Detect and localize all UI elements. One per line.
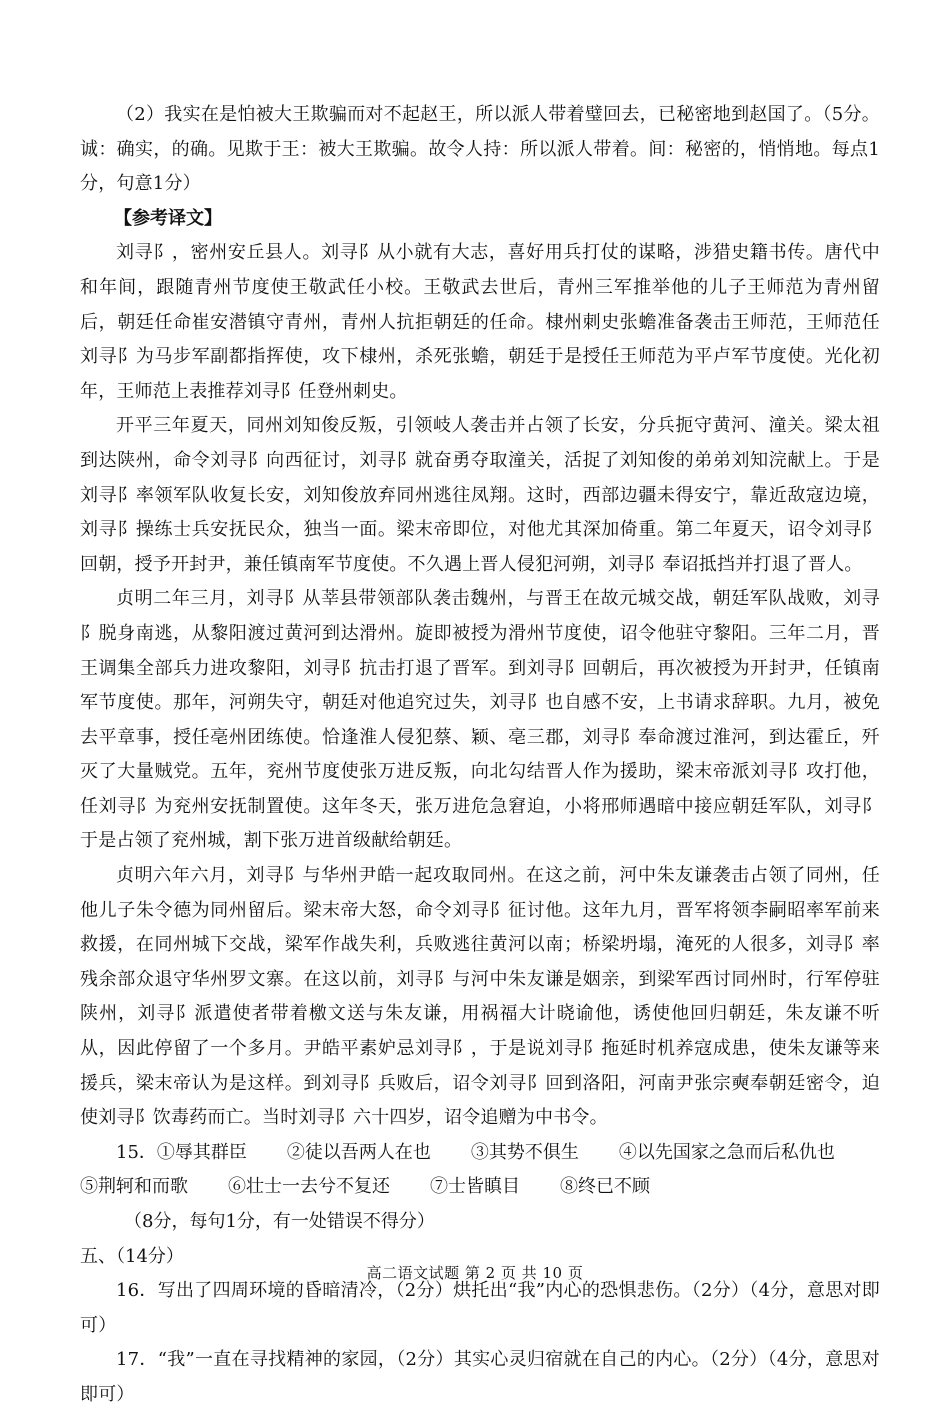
page-footer: 高二语文试题 第 2 页 共 10 页 xyxy=(366,1264,584,1282)
q17-answer: 17．“我”一直在寻找精神的家园，（2分）其实心灵归宿就在自己的内心。（2分）（4分，意思对即可） xyxy=(80,1349,880,1405)
q15-item: ⑤荆轲和而歌 xyxy=(80,1176,188,1198)
q16-answer: 16．写出了四周环境的昏暗清冷，（2分）烘托出“我”内心的恐惧悲伤。（2分）（4分，意思对即可） xyxy=(80,1280,880,1336)
q15-item: ③其势不俱生 xyxy=(470,1141,579,1163)
q15-answer-line-1 xyxy=(80,1136,880,1171)
section-5-heading: 五、（14分） xyxy=(80,1245,184,1267)
translation-paragraph: 贞明六年六月，刘寻阝与华州尹皓一起攻取同州。在这之前，河中朱友谦袭击占领了同州，任他儿子朱令德为同州留后。梁末帝大怒，命令刘寻阝征讨他。这年九月，晋军将领李嗣昭率军前来救援，在同州城下交战，梁军作战失利，兵败逃往黄河以南；桥梁坍塌，淹死的人很多，刘寻阝率残余部众退守华州罗文寨。在这以前，刘寻阝与河中朱友谦是姻亲，到梁军西讨同州时，行军停驻陕州，刘寻阝派遣使者带着檄文送与朱友谦，用祸福大计晓谕他，诱使他回归朝廷，朱友谦不听从，因此停留了一个多月。尹皓平素妒忌刘寻阝，于是说刘寻阝拖延时机养寇成患，使朱友谦等来援兵，梁末帝认为是这样。到刘寻阝兵败后，诏令刘寻阝回到洛阳，河南尹张宗奭奉朝廷密令，迫使刘寻阝饮毒药而亡。当时刘寻阝六十四岁，诏令追赠为中书令。 xyxy=(80,865,880,1129)
translation-paragraph: 刘寻阝，密州安丘县人。刘寻阝从小就有大志，喜好用兵打仗的谋略，涉猎史籍书传。唐代中和年间，跟随青州节度使王敬武任小校。王敬武去世后，青州三军推举他的儿子王师范为青州留后，朝廷任命崔安潜镇守青州，青州人抗拒朝廷的任命。棣州刺史张蟾准备袭击王师范，王师范任刘寻阝为马步军副都指挥使，攻下棣州，杀死张蟾，朝廷于是授任王师范为平卢军节度使。光化初年，王师范上表推荐刘寻阝任登州刺史。 xyxy=(80,242,880,402)
q15-item: ⑧终已不顾 xyxy=(560,1176,650,1198)
answer-2-paragraph: （2）我实在是怕被大王欺骗而对不起赵王，所以派人带着璧回去，已秘密地到赵国了。（5分。诚：确实，的确。见欺于王：被大王欺骗。故令人持：所以派人带着。间：秘密的，悄悄地。每点1分，句意1分） xyxy=(80,104,880,195)
q15-scoring-note: （8分，每句1分，有一处错误不得分） xyxy=(124,1211,435,1232)
translation-paragraph: 开平三年夏天，同州刘知俊反叛，引领岐人袭击并占领了长安，分兵扼守黄河、潼关。梁太祖到达陕州，命令刘寻阝向西征讨，刘寻阝就奋勇夺取潼关，活捉了刘知俊的弟弟刘知浣献上。于是刘寻阝率领军队收复长安，刘知俊放弃同州逃往凤翔。这时，西部边疆未得安宁，靠近敌寇边境，刘寻阝操练士兵安抚民众，独当一面。梁末帝即位，对他尤其深加倚重。第二年夏天，诏令刘寻阝回朝，授予开封尹，兼任镇南军节度使。不久遇上晋人侵犯河朔，刘寻阝奉诏抵挡并打退了晋人。 xyxy=(80,415,880,575)
q15-item: ⑦士皆瞋目 xyxy=(430,1176,520,1198)
answer-document xyxy=(80,98,880,1413)
q15-item: ⑥壮士一去兮不复还 xyxy=(228,1176,390,1198)
q15-item: ④以先国家之急而后私仇也 xyxy=(618,1141,835,1163)
translation-paragraph: 贞明二年三月，刘寻阝从莘县带领部队袭击魏州，与晋王在故元城交战，朝廷军队战败，刘寻阝脱身南逃，从黎阳渡过黄河到达滑州。旋即被授为滑州节度使，诏令他驻守黎阳。三年二月，晋王调集全部兵力进攻黎阳，刘寻阝抗击打退了晋军。到刘寻阝回朝后，再次被授为开封尹，任镇南军节度使。那年，河朔失守，朝廷对他追究过失，刘寻阝也自感不安，上书请求辞职。九月，被免去平章事，授任亳州团练使。恰逢淮人侵犯蔡、颖、亳三郡，刘寻阝奉命渡过淮河，到达霍丘，歼灭了大量贼党。五年，兖州节度使张万进反叛，向北勾结晋人作为援助，梁末帝派刘寻阝攻打他，任刘寻阝为兖州安抚制置使。这年冬天，张万进危急窘迫，小将邢师遇暗中接应朝廷军队，刘寻阝于是占领了兖州城，割下张万进首级献给朝廷。 xyxy=(80,588,880,852)
q15-answer-line-2 xyxy=(80,1170,880,1205)
q15-item: 15．①辱其群臣 xyxy=(116,1141,247,1163)
q15-item: ②徒以吾两人在也 xyxy=(286,1141,431,1163)
translation-heading: 【参考译文】 xyxy=(114,207,222,229)
